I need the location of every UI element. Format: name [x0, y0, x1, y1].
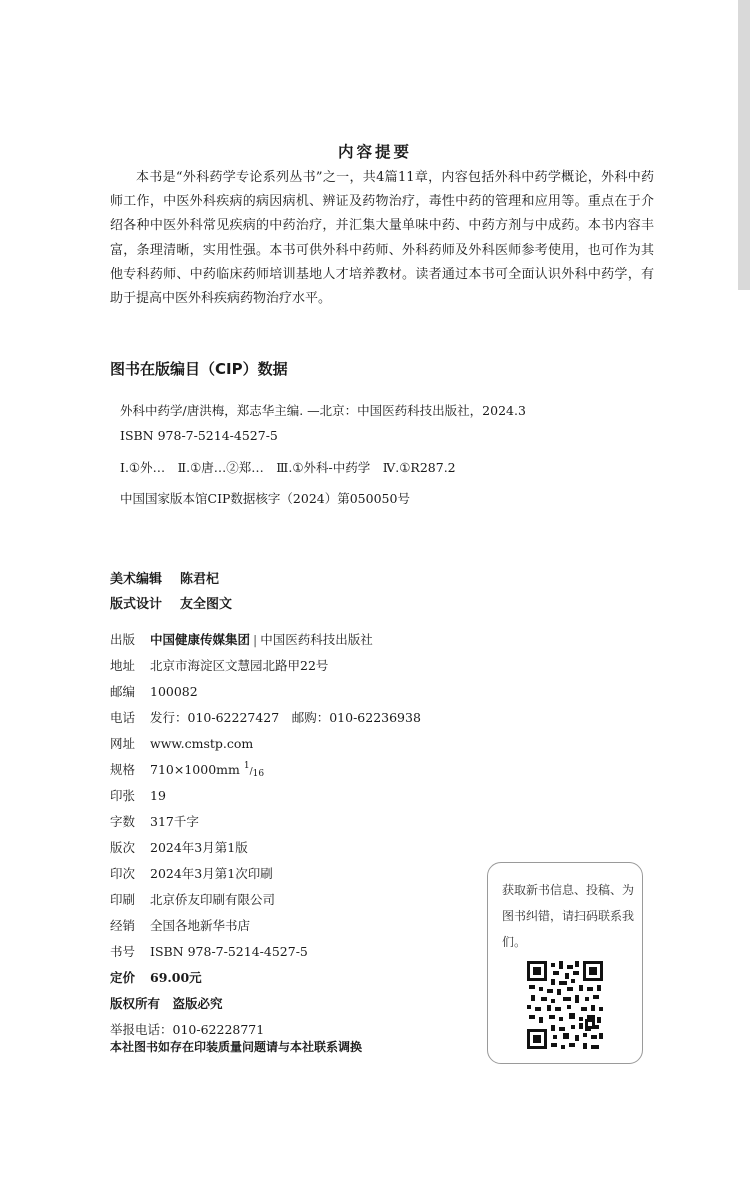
- qr-panel: [487, 862, 643, 1064]
- pub-row-format: [110, 758, 264, 782]
- pub-value: 发行：010-62227427 邮购：010-62236938: [150, 710, 421, 725]
- fraction-denominator: 16: [252, 769, 265, 779]
- pub-label: 版次: [110, 840, 136, 855]
- summary-paragraph: 本书是“外科药学专论系列丛书”之一，共4篇11章，内容包括外科中药学概论，外科中药师工作，中医外科疾病的病因病机、辨证及药物治疗，毒性中药的管理和应用等。重点在于介绍各种中医外科常见疾病的中药治疗，并汇集大量单味中药、中药方剂与中成药。本书内容丰富，条理清晰，实用性强。本书可供外科中药师、外科药师及外科医师参考使用，也可作为其他专科药师、中药临床药师培训基地人才培养教材。读者通过本书可全面认识外科中药学，有助于提高中医外科疾病药物治疗水平。: [110, 170, 654, 307]
- pub-row-address: [110, 654, 328, 678]
- credit-value: 友全图文: [180, 597, 233, 612]
- publisher-separator: |: [253, 632, 258, 647]
- pub-value: 317千字: [150, 814, 199, 829]
- qr-code-icon[interactable]: [527, 961, 603, 1049]
- format-fraction: 1/16: [243, 761, 265, 779]
- fraction-numerator: 1: [243, 761, 250, 771]
- pub-label: 经销: [110, 918, 136, 933]
- pub-label: 定价: [110, 970, 136, 985]
- publisher-name: 中国医药科技出版社: [260, 632, 373, 647]
- cip-line: Ⅰ.①外… Ⅱ.①唐…②郑… Ⅲ.①外科-中药学 Ⅳ.①R287.2: [120, 460, 456, 475]
- pub-label: 电话: [110, 710, 136, 725]
- cip-heading: 图书在版编目（CIP）数据: [110, 360, 288, 378]
- credit-value: 陈君杞: [180, 572, 220, 587]
- pub-row-printer: [110, 888, 275, 912]
- pub-label: 书号: [110, 944, 136, 959]
- pub-row-isbn: [110, 940, 308, 964]
- summary-title: 内容提要: [337, 143, 412, 161]
- pub-label: 地址: [110, 658, 136, 673]
- pub-row-distributor: [110, 914, 250, 938]
- pub-value: 2024年3月第1次印刷: [150, 866, 273, 881]
- pub-label: 印张: [110, 788, 136, 803]
- credit-label: 版式设计: [110, 597, 163, 612]
- pub-row-publisher: [110, 628, 373, 652]
- publisher-group: 中国健康传媒集团: [150, 632, 251, 647]
- pub-row-rights: [110, 992, 223, 1016]
- rights-text: 版权所有 盗版必究: [110, 996, 223, 1011]
- report-phone: 举报电话：010-62228771: [110, 1022, 265, 1037]
- copyright-notice: 本社图书如存在印装质量问题请与本社联系调换: [110, 1040, 363, 1054]
- pub-row-phone: [110, 706, 421, 730]
- pub-row-price: [110, 966, 202, 990]
- pub-value: 100082: [150, 684, 198, 699]
- cip-line: ISBN 978-7-5214-4527-5: [120, 428, 278, 443]
- pub-value: 北京侨友印刷有限公司: [150, 892, 276, 907]
- pub-label: 字数: [110, 814, 136, 829]
- pub-value: 710×1000mm: [150, 762, 240, 777]
- cip-line: 外科中药学/唐洪梅，郑志华主编. —北京：中国医药科技出版社，2024.3: [120, 403, 526, 418]
- credit-label: 美术编辑: [110, 572, 163, 587]
- pub-label: 印次: [110, 866, 136, 881]
- qr-panel-text: 获取新书信息、投稿、为图书纠错，请扫码联系我们。: [502, 883, 635, 949]
- pub-value: 北京市海淀区文慧园北路甲22号: [150, 658, 329, 673]
- pub-value: 69.00元: [150, 970, 202, 985]
- pub-value: 全国各地新华书店: [150, 918, 251, 933]
- pub-value: ISBN 978-7-5214-4527-5: [150, 944, 308, 959]
- pub-row-printing: [110, 862, 273, 886]
- pub-label: 印刷: [110, 892, 136, 907]
- pub-value: 2024年3月第1版: [150, 840, 248, 855]
- pub-label: 网址: [110, 736, 136, 751]
- pub-row-postcode: [110, 680, 198, 704]
- pub-label: 规格: [110, 762, 136, 777]
- pub-label: 出版: [110, 632, 136, 647]
- credit-layout-design: [110, 593, 232, 612]
- pub-row-website: [110, 732, 253, 756]
- pub-label: 邮编: [110, 684, 136, 699]
- pub-row-sheets: [110, 784, 166, 808]
- pub-value: 19: [150, 788, 166, 803]
- pub-row-words: [110, 810, 199, 834]
- cip-line: 中国国家版本馆CIP数据核字（2024）第050050号: [120, 491, 410, 506]
- credit-art-editor: [110, 568, 219, 587]
- pub-value: www.cmstp.com: [150, 736, 254, 751]
- pub-row-edition: [110, 836, 248, 860]
